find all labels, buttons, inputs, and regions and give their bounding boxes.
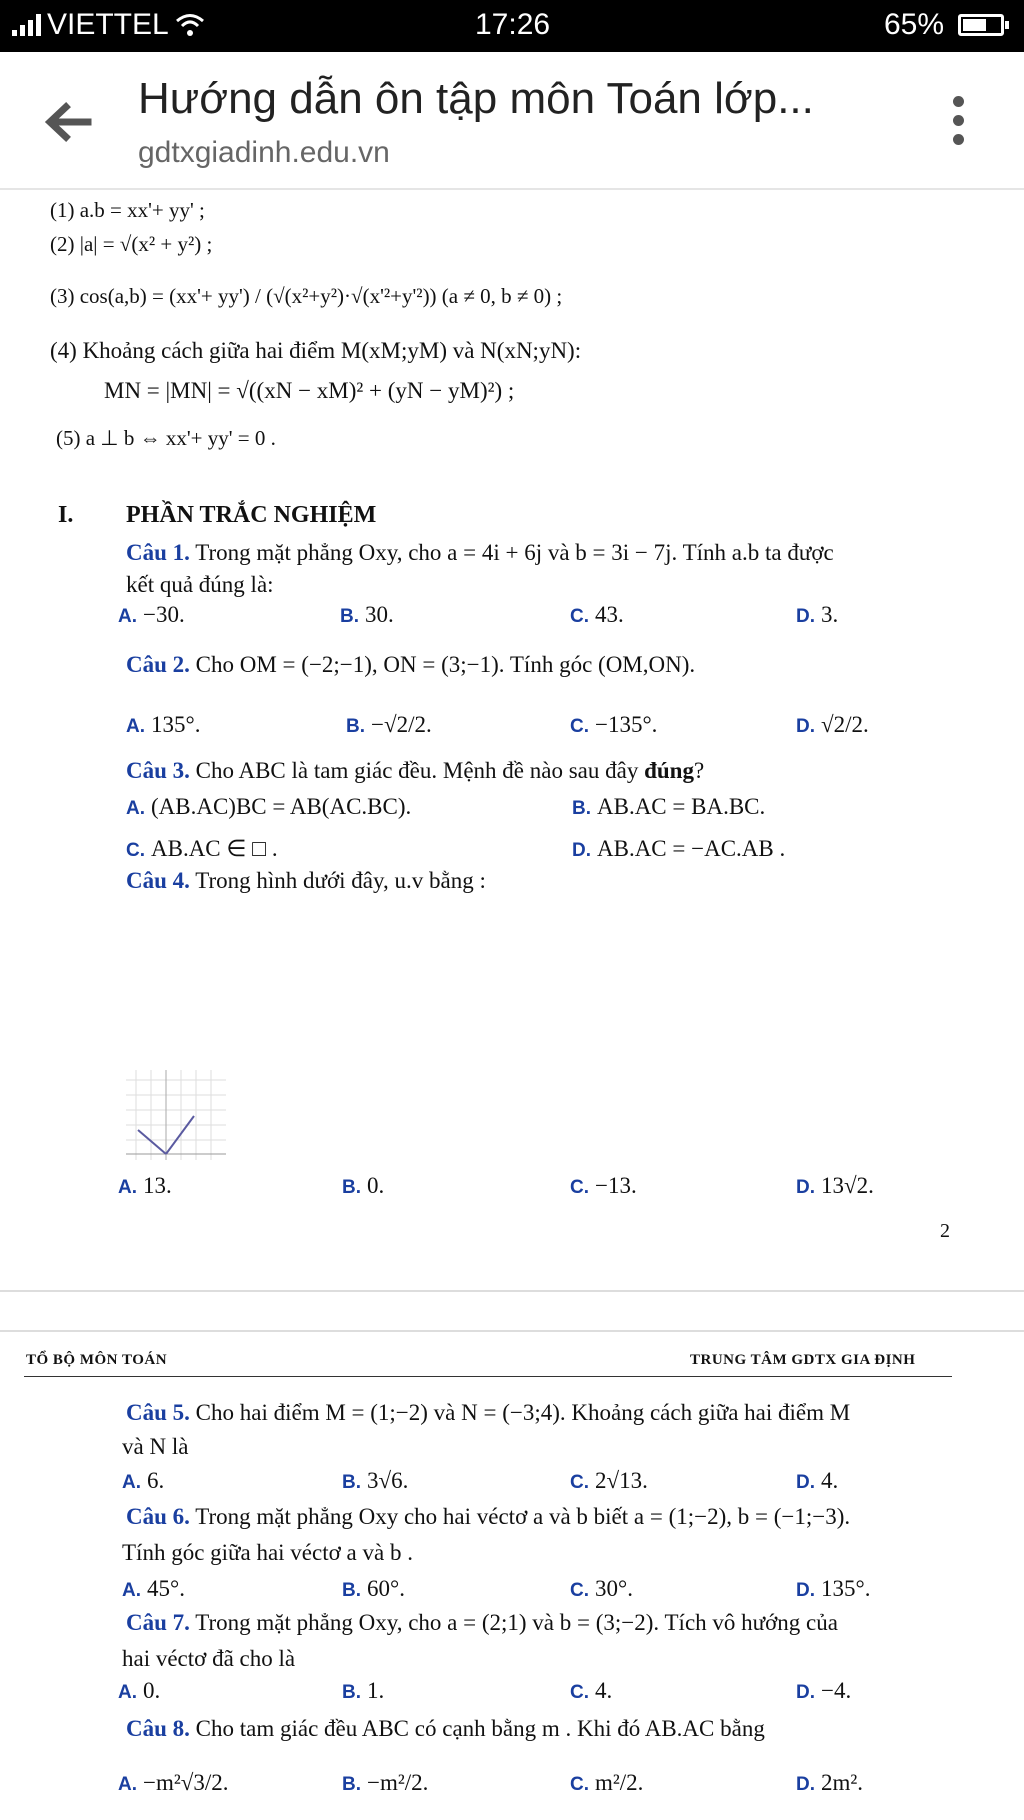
question-text: Trong mặt phẳng Oxy, cho a = (2;1) và b = (3;−2). Tích vô hướng của (195, 1610, 838, 1635)
option-b[interactable]: B. 3√6. (342, 1468, 409, 1493)
option-a[interactable]: A. −m²√3/2. (118, 1770, 229, 1795)
option-b[interactable]: B. −√2/2. (346, 712, 432, 737)
page-number: 2 (940, 1220, 950, 1242)
question-text: Cho tam giác đều ABC có cạnh bằng m . Khi đó AB.AC bằng (195, 1716, 765, 1741)
option-c[interactable]: C. 4. (570, 1678, 613, 1703)
overflow-menu-icon[interactable] (946, 92, 970, 152)
section-number: I. (58, 502, 74, 528)
question-label: Câu 4. (126, 868, 190, 893)
question-text-cont: Tính góc giữa hai véctơ a và b . (122, 1540, 413, 1565)
status-bar (0, 0, 1024, 52)
question-text: Cho ABC là tam giác đều. Mệnh đề nào sau đây (195, 758, 639, 783)
question-text-emphasis: đúng (644, 758, 694, 783)
question-label: Câu 1. (126, 540, 190, 565)
back-arrow-icon[interactable] (38, 92, 98, 152)
option-d[interactable]: D. 4. (796, 1468, 839, 1493)
option-d[interactable]: D. √2/2. (796, 712, 869, 737)
question-label: Câu 7. (126, 1610, 190, 1635)
section-title: PHẦN TRẮC NGHIỆM (126, 502, 377, 528)
question-text: Trong mặt phẳng Oxy cho hai véctơ a và b biết a = (1;−2), b = (−1;−3). (195, 1504, 851, 1529)
question-text: Trong mặt phẳng Oxy, cho a = 4i + 6j và b = 3i − 7j. Tính a.b ta được (195, 540, 834, 565)
page-separator (0, 1330, 1024, 1332)
option-b[interactable]: B. 0. (342, 1173, 385, 1198)
carrier-name: VIETTEL (47, 8, 169, 41)
option-c[interactable]: C. −13. (570, 1173, 637, 1198)
option-b[interactable]: B. 1. (342, 1678, 385, 1703)
option-b[interactable]: B. AB.AC = BA.BC. (572, 794, 766, 819)
option-a[interactable]: A. 135°. (126, 712, 201, 737)
clock: 17:26 (475, 8, 551, 41)
option-a[interactable]: A. (AB.AC)BC = AB(AC.BC). (126, 794, 412, 819)
option-b[interactable]: B. 60°. (342, 1576, 405, 1601)
page-url: gdtxgiadinh.edu.vn (138, 136, 390, 169)
vector-grid-figure (126, 1070, 226, 1160)
option-d[interactable]: D. 3. (796, 602, 839, 627)
question-label: Câu 3. (126, 758, 190, 783)
signal-icon (12, 14, 41, 36)
question-text-cont: và N là (122, 1434, 189, 1459)
formula-2: (2) |a| = √(x² + y²) ; (50, 232, 213, 256)
option-c[interactable]: C. AB.AC ∈ □ . (126, 836, 278, 861)
formula-4: (4) Khoảng cách giữa hai điểm M(xM;yM) và N(xN;yN): (50, 338, 582, 363)
option-c[interactable]: C. 2√13. (570, 1468, 648, 1493)
option-d[interactable]: D. 2m². (796, 1770, 864, 1795)
option-a[interactable]: A. 45°. (122, 1576, 185, 1601)
option-b[interactable]: B. −m²/2. (342, 1770, 429, 1795)
option-d[interactable]: D. 135°. (796, 1576, 871, 1601)
option-d[interactable]: D. −4. (796, 1678, 852, 1703)
formula-4-expression: MN = |MN| = √((xN − xM)² + (yN − yM)²) ; (104, 378, 515, 403)
option-b[interactable]: B. 30. (340, 602, 394, 627)
formula-5: (5) a ⊥ b ⇔ xx'+ yy' = 0 . (56, 426, 276, 450)
page-header-left: TỔ BỘ MÔN TOÁN (26, 1352, 168, 1368)
option-c[interactable]: C. 30°. (570, 1576, 633, 1601)
page-header-right: TRUNG TÂM GDTX GIA ĐỊNH (690, 1352, 916, 1368)
page-title: Hướng dẫn ôn tập môn Toán lớp... (138, 74, 814, 123)
question-label: Câu 6. (126, 1504, 190, 1529)
header-rule (24, 1376, 952, 1377)
option-d[interactable]: D. AB.AC = −AC.AB . (572, 836, 786, 861)
option-d[interactable]: D. 13√2. (796, 1173, 874, 1198)
option-a[interactable]: A. −30. (118, 602, 185, 627)
option-a[interactable]: A. 0. (118, 1678, 161, 1703)
formula-3: (3) cos(a,b) = (xx'+ yy') / (√(x²+y²)·√(x'²+y'²)) (a ≠ 0, b ≠ 0) ; (50, 284, 563, 308)
question-text: Trong hình dưới đây, u.v bằng : (195, 868, 486, 893)
app-bar (0, 52, 1024, 190)
option-c[interactable]: C. 43. (570, 602, 624, 627)
option-a[interactable]: A. 13. (118, 1173, 172, 1198)
formula-1: (1) a.b = xx'+ yy' ; (50, 198, 205, 222)
battery-percent: 65% (883, 8, 944, 41)
option-c[interactable]: C. −135°. (570, 712, 658, 737)
question-text-cont: hai véctơ đã cho là (122, 1646, 296, 1671)
question-text-cont: kết quả đúng là: (126, 572, 274, 597)
question-label: Câu 5. (126, 1400, 190, 1425)
question-label: Câu 8. (126, 1716, 190, 1741)
document-view[interactable]: (1) a.b = xx'+ yy' ; (2) |a| = √(x² + y²) ; (3) cos(a,b) = (xx'+ yy') / (√(x²+y²)·√(x'²+y'²)) (a ≠ 0, b ≠ 0) ; (4) Khoảng cách giữa hai điểm M(xM;yM) và N(xN;yN): MN = |MN| = √((xN − xM)² + (yN − yM)²) ; (5) a ⊥ b ⇔ xx'+ yy' = 0 . I. PHẦN TRẮC NGHIỆM Câu 1. Trong mặt phẳng Oxy, cho a = 4i + 6j và b = 3i − 7j. Tính a.b ta được kết quả đúng là: A. −30. B. 30. C. 43. D. 3. Câu 2. Cho OM = (−2;−1), ON = (3;−1). Tính góc (OM,ON). A. 135°. B. −√2/2. C. −135°. D. √2/2. Câu 3. Cho ABC là tam giác đều. Mệnh đề nào sau đây đúng? A. (AB.AC)BC = AB(AC.BC). B. AB.AC = BA.BC. C. AB.AC ∈ □ . D. AB.AC = −AC.AB . Câu 4. Trong hình dưới đây, u.v bằng : A. 13. B. 0. C. −13. D. 13√2. 2 TỔ BỘ MÔN TOÁN TRUNG TÂM GDTX GIA ĐỊNH Câu 5. Cho hai điểm M = (1;−2) và N = (−3;4). Khoảng cách giữa hai điểm M và N là A. 6. B. 3√6. C. 2√13. D. 4. Câu 6. Trong mặt phẳng Oxy cho hai véctơ a và b biết a = (1;−2), b = (−1;−3). Tính góc giữa hai véctơ a và b . A. 45°. B. 60°. C. 30°. D. 135°. Câu 7. Trong mặt phẳng Oxy, cho a = (2;1) và b = (3;−2). Tích vô hướng của hai véctơ đã cho là A. 0. B. 1. C. 4. D. −4. Câu 8. Cho tam giác đều ABC có cạnh bằng m . Khi đó AB.AC bằng A. −m²√3/2. B. −m²/2. C. m²/2. D. 2m². (0, 190, 1024, 1820)
battery-icon (958, 14, 1004, 36)
page-separator (0, 1290, 1024, 1292)
option-c[interactable]: C. m²/2. (570, 1770, 644, 1795)
wifi-icon (175, 12, 205, 38)
option-a[interactable]: A. 6. (122, 1468, 165, 1493)
question-label: Câu 2. (126, 652, 190, 677)
question-text: Cho OM = (−2;−1), ON = (3;−1). Tính góc (OM,ON). (195, 652, 696, 677)
question-text: Cho hai điểm M = (1;−2) và N = (−3;4). Khoảng cách giữa hai điểm M (195, 1400, 851, 1425)
